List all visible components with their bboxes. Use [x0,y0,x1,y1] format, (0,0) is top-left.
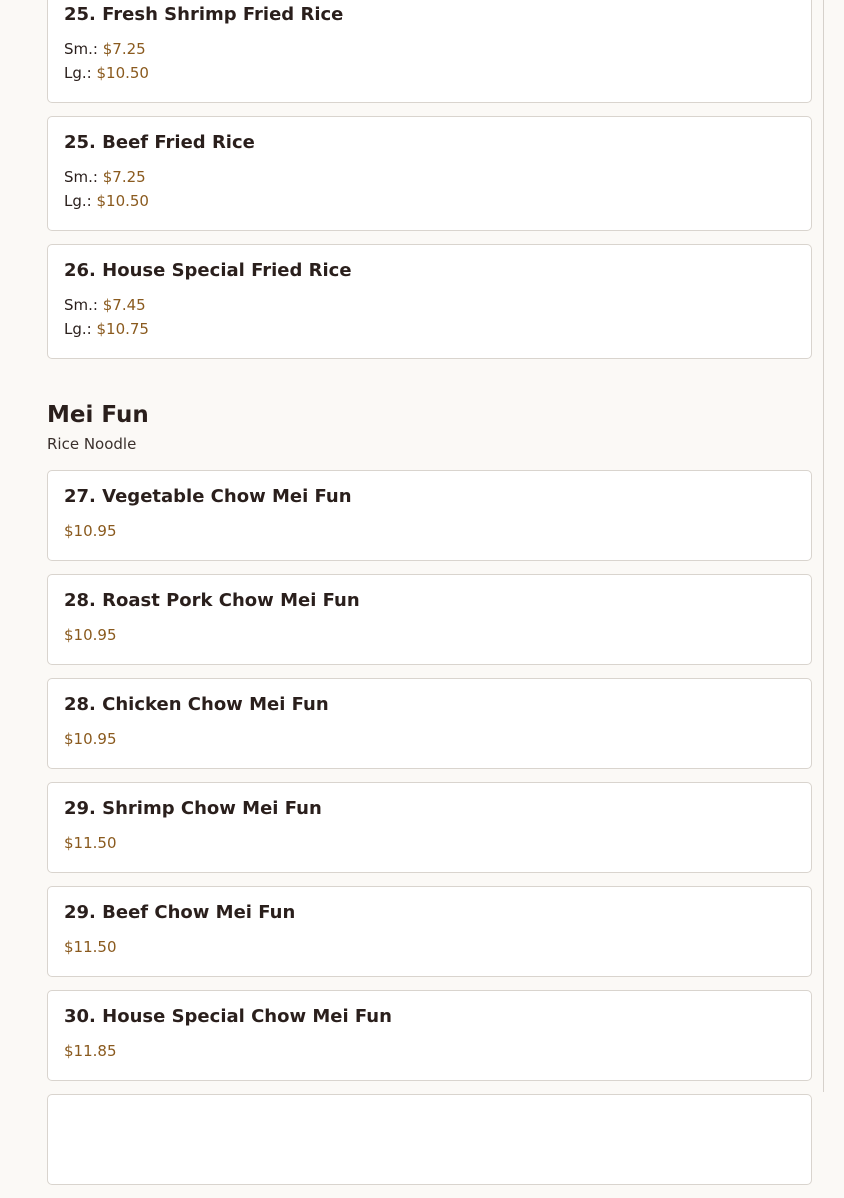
size-label: Sm.: [64,168,98,186]
menu-item-card[interactable] [47,886,812,977]
item-price: $11.85 [64,1042,117,1060]
size-label: Lg.: [64,192,92,210]
menu-item-card[interactable] [47,678,812,769]
section-subtitle: Rice Noodle [47,435,137,453]
item-price: $11.50 [64,938,117,956]
item-name: 28. Roast Pork Chow Mei Fun [64,590,360,611]
item-price: $10.95 [64,626,117,644]
size-label: Lg.: [64,320,92,338]
item-price: $10.95 [64,522,117,540]
small-price-line [64,293,795,317]
menu-item-card-partial[interactable] [47,1094,812,1185]
section-title: Mei Fun [47,402,149,428]
item-price: $10.50 [96,64,149,82]
menu-content [47,0,812,1198]
size-label: Lg.: [64,64,92,82]
scrollbar[interactable] [823,0,824,1092]
item-price: $11.50 [64,834,117,852]
item-price: $10.50 [96,192,149,210]
large-price-line [64,189,795,213]
item-name: 28. Chicken Chow Mei Fun [64,694,329,715]
item-price: $10.75 [96,320,149,338]
item-name: 27. Vegetable Chow Mei Fun [64,486,352,507]
menu-item-card[interactable] [47,470,812,561]
small-price-line [64,165,795,189]
item-name: 29. Beef Chow Mei Fun [64,902,296,923]
menu-item-card[interactable] [47,990,812,1081]
size-label: Sm.: [64,296,98,314]
menu-item-card[interactable] [47,782,812,873]
menu-item-card[interactable] [47,244,812,359]
section-header [47,372,812,470]
item-name: 25. Beef Fried Rice [64,132,255,153]
large-price-line [64,317,795,341]
item-name: 26. House Special Fried Rice [64,260,352,281]
item-name: 29. Shrimp Chow Mei Fun [64,798,322,819]
item-name: 30. House Special Chow Mei Fun [64,1006,392,1027]
size-label: Sm.: [64,40,98,58]
item-price: $7.45 [102,296,146,314]
item-price: $7.25 [102,40,146,58]
small-price-line [64,37,795,61]
menu-item-card[interactable] [47,574,812,665]
item-price: $10.95 [64,730,117,748]
menu-item-card[interactable] [47,116,812,231]
large-price-line [64,61,795,85]
item-name: 25. Fresh Shrimp Fried Rice [64,4,344,25]
item-price: $7.25 [102,168,146,186]
menu-item-card[interactable] [47,0,812,103]
